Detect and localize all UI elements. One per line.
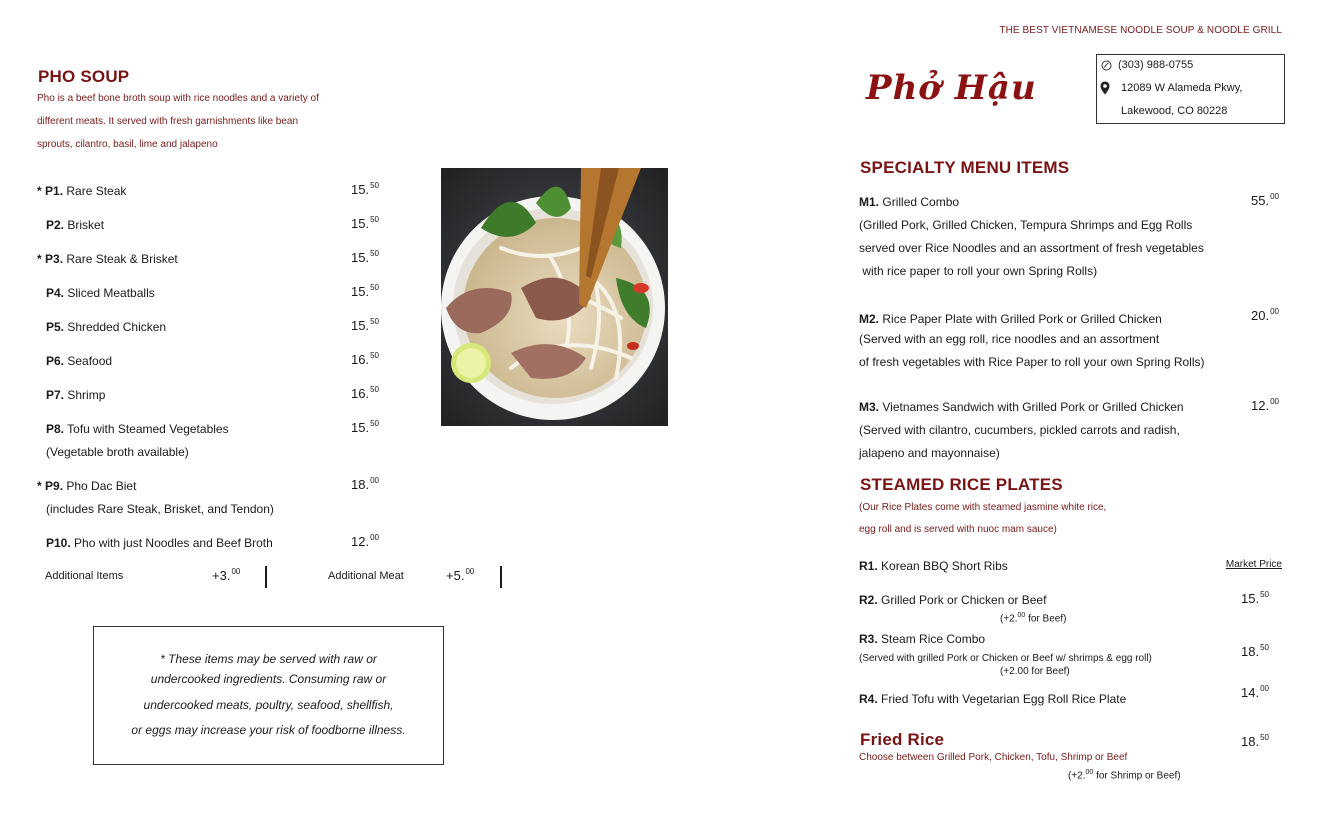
r2-note: (+2.00 for Beef)	[1000, 612, 1067, 625]
additional-meat-price: +5.00	[446, 567, 475, 583]
m1-desc-line: served over Rice Noodles and an assortment of fresh vegetables	[859, 241, 1204, 255]
rice-plates-description	[859, 497, 1106, 541]
price-fried-rice: 18.50	[1241, 733, 1269, 749]
price-p8: 15.50	[351, 419, 379, 435]
r3-desc-line: (Served with grilled Pork or Chicken or Beef w/ shrimps & egg roll)	[859, 653, 1152, 664]
price-p9: 18.00	[351, 476, 379, 492]
contact-box	[1096, 54, 1285, 124]
fried-rice-description: Choose between Grilled Pork, Chicken, Tofu, Shrimp or Beef	[859, 752, 1128, 763]
pho-desc-line: different meats. It served with fresh garnishments like bean	[37, 116, 299, 127]
menu-item-m1: M1. Grilled Combo	[859, 195, 960, 209]
warning-line: * These items may be served with raw or	[160, 652, 377, 666]
m2-desc-line: of fresh vegetables with Rice Paper to roll your own Spring Rolls)	[859, 355, 1205, 369]
price-p10: 12.00	[351, 533, 379, 549]
additional-items-label: Additional Items	[45, 570, 124, 582]
address-line-1: 12089 W Alameda Pkwy,	[1121, 82, 1243, 94]
menu-item-p9: * P9. Pho Dac Biet	[37, 479, 137, 493]
menu-item-m2: M2. Rice Paper Plate with Grilled Pork or Grilled Chicken	[859, 312, 1162, 326]
specialty-heading: SPECIALTY MENU ITEMS	[860, 158, 1070, 177]
price-p7: 16.50	[351, 385, 379, 401]
menu-item-r2: R2. Grilled Pork or Chicken or Beef	[859, 593, 1047, 607]
warning-line: undercooked meats, poultry, seafood, shellfish,	[143, 698, 394, 712]
phone-number-link[interactable]: (303) 988-0755	[1118, 59, 1194, 71]
warning-line: or eggs may increase your risk of foodborne illness.	[131, 723, 406, 737]
menu-item-p10: P10. Pho with just Noodles and Beef Broth	[46, 536, 273, 550]
warning-line: undercooked ingredients. Consuming raw or	[150, 672, 387, 686]
m1-desc-line: with rice paper to roll your own Spring Rolls)	[859, 264, 1098, 278]
menu-item-p3: * P3. Rare Steak & Brisket	[37, 252, 178, 266]
rice-desc-line: (Our Rice Plates come with steamed jasmine white rice,	[859, 502, 1107, 513]
price-r2: 15.50	[1241, 590, 1269, 606]
menu-item-m3: M3. Vietnames Sandwich with Grilled Pork or Grilled Chicken	[859, 400, 1184, 414]
menu-item-p8: P8. Tofu with Steamed Vegetables	[46, 422, 229, 436]
pho-bowl-photo	[441, 168, 668, 426]
restaurant-logo: Phở Hậu	[866, 68, 1037, 108]
price-p1: 15.50	[351, 181, 379, 197]
m1-desc-line: (Grilled Pork, Grilled Chicken, Tempura Shrimps and Egg Rolls	[859, 218, 1193, 232]
m2-desc-line: (Served with an egg roll, rice noodles and an assortment	[859, 332, 1160, 346]
price-p5: 15.50	[351, 317, 379, 333]
m3-desc-line: jalapeno and mayonnaise)	[859, 446, 1000, 460]
location-pin-icon	[1100, 81, 1110, 95]
p8-note: (Vegetable broth available)	[46, 445, 189, 459]
rice-plates-heading: STEAMED RICE PLATES	[860, 475, 1063, 494]
price-m3: 12.00	[1251, 397, 1279, 413]
pho-soup-description	[37, 87, 319, 156]
price-m1: 55.00	[1251, 192, 1279, 208]
price-r4: 14.00	[1241, 684, 1269, 700]
address-line-2: Lakewood, CO 80228	[1121, 105, 1228, 117]
menu-item-r4: R4. Fried Tofu with Vegetarian Egg Roll Rice Plate	[859, 692, 1127, 706]
tagline: THE BEST VIETNAMESE NOODLE SOUP & NOODLE GRILL	[999, 25, 1282, 36]
menu-item-p1: * P1. Rare Steak	[37, 184, 127, 198]
divider	[500, 566, 502, 588]
fried-rice-heading: Fried Rice	[860, 730, 945, 749]
price-p4: 15.50	[351, 283, 379, 299]
price-p6: 16.50	[351, 351, 379, 367]
menu-item-p6: P6. Seafood	[46, 354, 113, 368]
price-p3: 15.50	[351, 249, 379, 265]
market-price-label: Market Price	[1225, 559, 1282, 570]
price-r3: 18.50	[1241, 643, 1269, 659]
price-p2: 15.50	[351, 215, 379, 231]
raw-food-warning-box	[93, 626, 444, 765]
pho-desc-line: sprouts, cilantro, basil, lime and jalapeno	[37, 139, 218, 150]
menu-item-r1: R1. Korean BBQ Short Ribs	[859, 559, 1008, 573]
additional-items-price: +3.00	[212, 567, 241, 583]
menu-item-p4: P4. Sliced Meatballs	[46, 286, 155, 300]
menu-item-p2: P2. Brisket	[46, 218, 105, 232]
divider	[265, 566, 267, 588]
menu-item-r3: R3. Steam Rice Combo	[859, 632, 986, 646]
price-m2: 20.00	[1251, 307, 1279, 323]
additional-meat-label: Additional Meat	[328, 570, 404, 582]
pho-desc-line: Pho is a beef bone broth soup with rice noodles and a variety of	[37, 93, 319, 104]
r3-note: (+2.00 for Beef)	[1000, 666, 1070, 677]
phone-icon	[1101, 60, 1112, 71]
m3-desc-line: (Served with cilantro, cucumbers, pickled carrots and radish,	[859, 423, 1180, 437]
menu-item-p7: P7. Shrimp	[46, 388, 106, 402]
pho-bowl-illustration	[441, 168, 668, 426]
rice-desc-line: egg roll and is served with nuoc mam sauce)	[859, 524, 1057, 535]
p9-note: (includes Rare Steak, Brisket, and Tendon)	[46, 502, 274, 516]
pho-soup-heading: PHO SOUP	[38, 67, 130, 86]
fried-rice-note: (+2.00 for Shrimp or Beef)	[1068, 769, 1181, 782]
menu-item-p5: P5. Shredded Chicken	[46, 320, 167, 334]
